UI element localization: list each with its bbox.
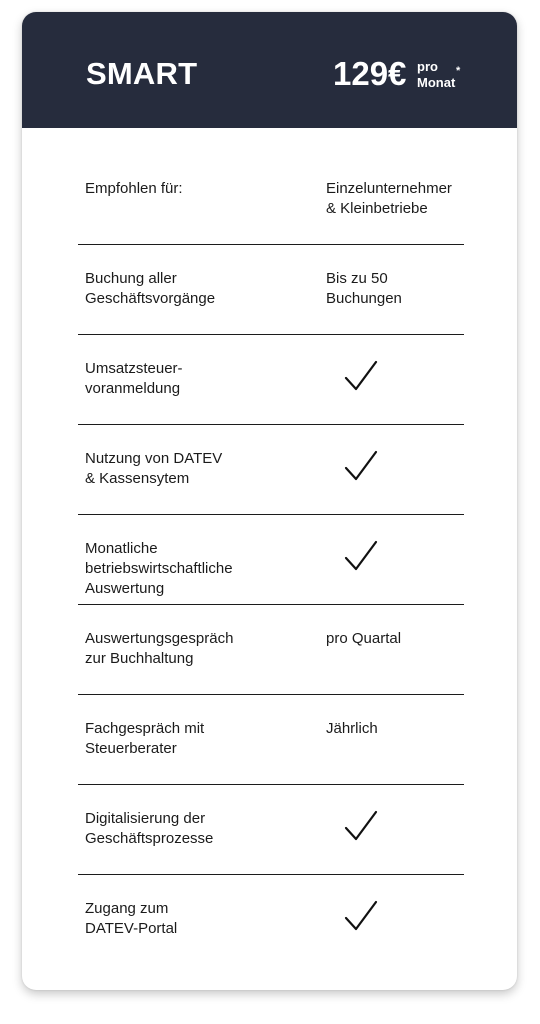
feature-label: Zugang zum DATEV-Portal — [85, 900, 178, 937]
price-period-line2: Monat — [417, 75, 456, 90]
checkmark-icon — [344, 809, 378, 843]
plan-name: SMART — [86, 56, 198, 91]
feature-label: Buchung aller Geschäftsvorgänge — [85, 270, 216, 307]
feature-label: Nutzung von DATEV & Kassensytem — [85, 450, 223, 487]
feature-row — [78, 515, 464, 605]
feature-value: pro Quartal — [326, 630, 402, 647]
price-footnote-marker: * — [456, 65, 461, 77]
checkmark-icon — [344, 449, 378, 483]
price-period — [417, 59, 455, 91]
feature-label: Monatliche betriebswirtschaftliche Auswertung — [85, 540, 233, 597]
feature-row — [78, 785, 464, 875]
feature-row — [78, 695, 464, 785]
feature-label: Umsatzsteuer- voranmeldung — [85, 360, 183, 397]
feature-label: Fachgespräch mit Steuerberater — [85, 720, 205, 757]
feature-value: Bis zu 50 Buchungen — [326, 270, 402, 307]
checkmark-icon — [344, 899, 378, 933]
feature-row — [78, 245, 464, 335]
plan-price: 129€ — [333, 55, 407, 92]
feature-list — [78, 155, 464, 965]
feature-row — [78, 425, 464, 515]
feature-label: Empfohlen für: — [85, 180, 183, 197]
pricing-card — [22, 12, 517, 990]
checkmark-icon — [344, 539, 378, 573]
feature-label: Auswertungsgespräch zur Buchhaltung — [85, 630, 234, 667]
feature-row — [78, 155, 464, 245]
price-period-line1: pro — [417, 59, 438, 74]
feature-label: Digitalisierung der Geschäftsprozesse — [85, 810, 214, 847]
feature-value: Jährlich — [326, 720, 378, 737]
feature-row — [78, 605, 464, 695]
feature-row — [78, 335, 464, 425]
checkmark-icon — [344, 359, 378, 393]
feature-value: Einzelunternehmer & Kleinbetriebe — [326, 180, 452, 217]
pricing-header — [22, 12, 517, 128]
feature-row — [78, 875, 464, 965]
